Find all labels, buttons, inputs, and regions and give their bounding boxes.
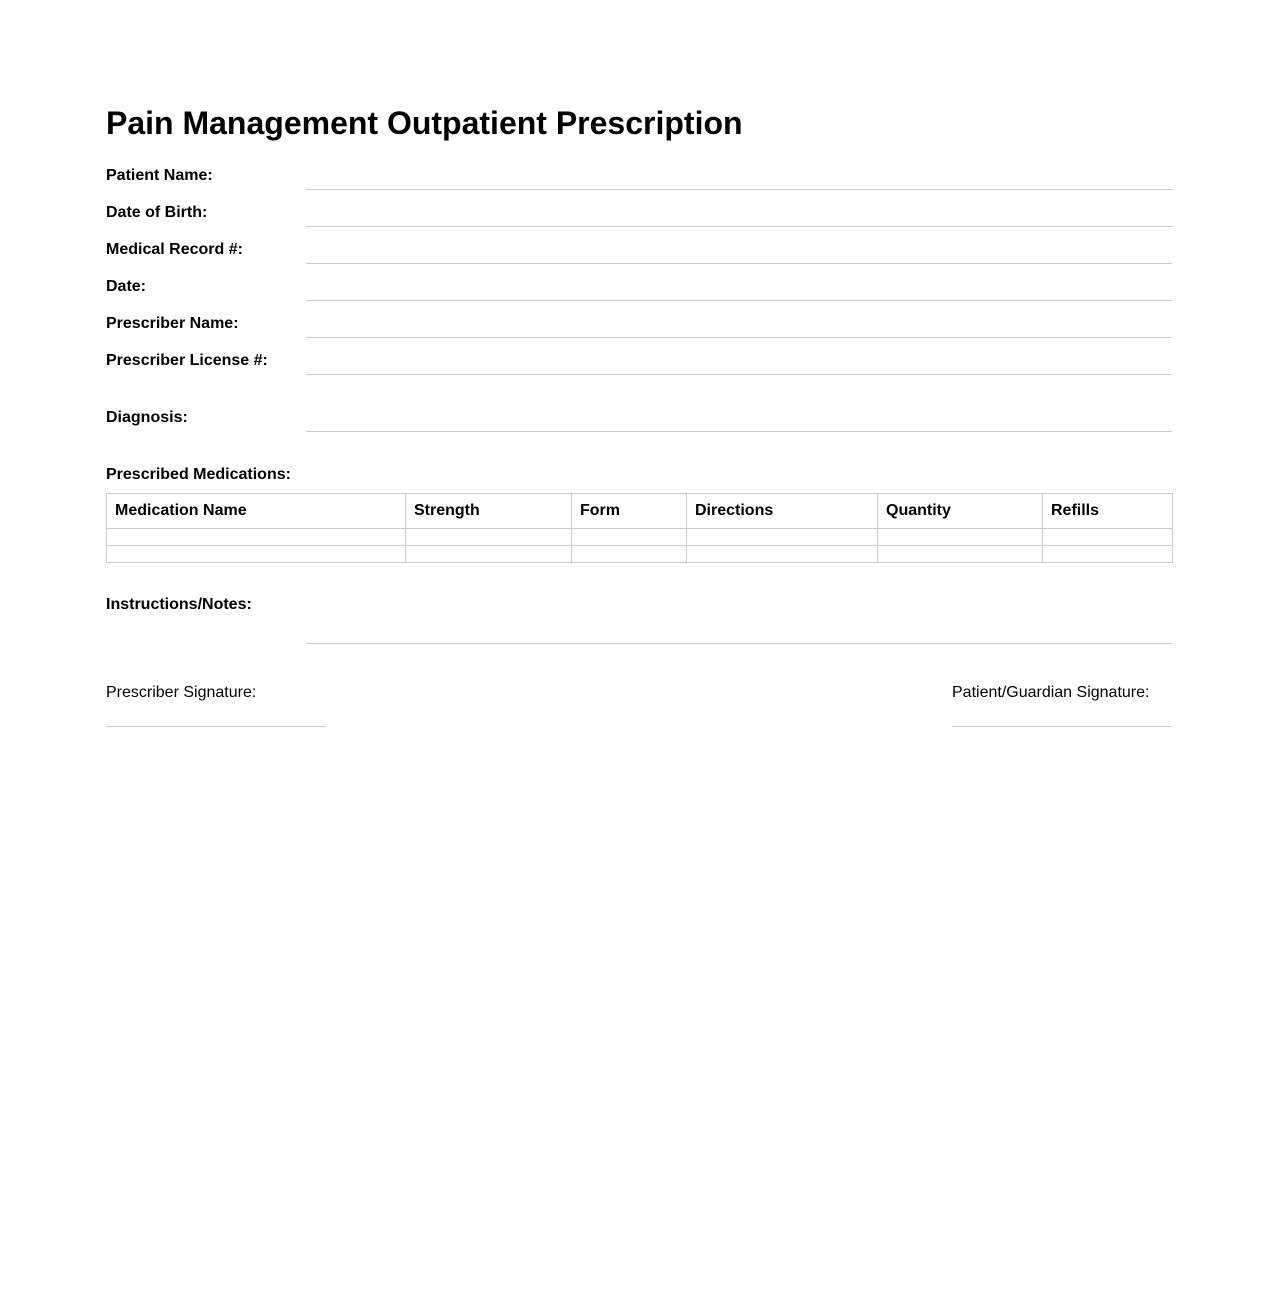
form-cell[interactable] [572,546,687,563]
prescriber-license-label: Prescriber License #: [106,352,268,369]
date-of-birth-field[interactable] [306,226,1172,227]
patient-signature-line[interactable] [952,726,1172,727]
directions-cell[interactable] [687,529,878,546]
date-label: Date: [106,278,147,295]
diagnosis-row [106,408,1172,445]
table-row [107,546,1173,563]
refills-cell[interactable] [1043,529,1173,546]
medication-name-cell[interactable] [107,529,406,546]
prescriber-license-row [106,351,1172,388]
diagnosis-field[interactable] [306,431,1172,432]
column-header-strength: Strength [406,494,572,529]
medical-record-label: Medical Record #: [106,241,243,258]
prescriber-name-row [106,314,1172,351]
date-of-birth-row [106,203,1172,240]
form-cell[interactable] [572,529,687,546]
column-header-directions: Directions [687,494,878,529]
strength-cell[interactable] [406,546,572,563]
column-header-medication-name: Medication Name [107,494,406,529]
prescriber-signature-block [106,683,326,703]
directions-cell[interactable] [687,546,878,563]
date-of-birth-label: Date of Birth: [106,204,208,221]
prescriber-name-field[interactable] [306,337,1172,338]
patient-name-label: Patient Name: [106,167,213,184]
patient-signature-block [952,683,1172,703]
medication-name-cell[interactable] [107,546,406,563]
table-header-row [107,494,1173,529]
column-header-quantity: Quantity [878,494,1043,529]
date-row [106,277,1172,314]
patient-signature-label: Patient/Guardian Signature: [952,684,1150,701]
refills-cell[interactable] [1043,546,1173,563]
prescriber-name-label: Prescriber Name: [106,315,239,332]
prescriber-signature-label: Prescriber Signature: [106,684,257,701]
page-title: Pain Management Outpatient Prescription [106,105,743,141]
strength-cell[interactable] [406,529,572,546]
medical-record-field[interactable] [306,263,1172,264]
quantity-cell[interactable] [878,529,1043,546]
instructions-notes-label: Instructions/Notes: [106,596,252,613]
prescriber-license-field[interactable] [306,374,1172,375]
patient-name-field[interactable] [306,189,1172,190]
medications-table [106,493,1173,563]
column-header-form: Form [572,494,687,529]
patient-name-row [106,166,1172,203]
quantity-cell[interactable] [878,546,1043,563]
table-row [107,529,1173,546]
medical-record-row [106,240,1172,277]
instructions-notes-field[interactable] [306,643,1172,644]
column-header-refills: Refills [1043,494,1173,529]
prescriber-signature-line[interactable] [106,726,326,727]
diagnosis-label: Diagnosis: [106,409,188,426]
prescribed-medications-label: Prescribed Medications: [106,466,291,483]
date-field[interactable] [306,300,1172,301]
